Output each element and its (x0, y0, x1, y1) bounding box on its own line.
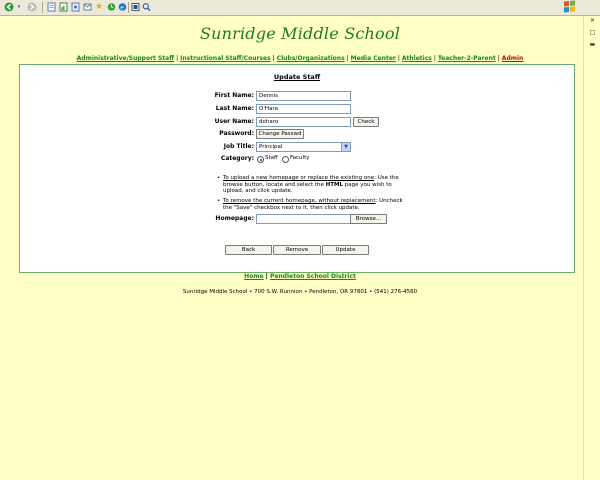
browser-toolbar (0, 0, 600, 16)
dropdown-arrow-icon[interactable]: ▾ (17, 4, 21, 10)
radio-faculty-label: Faculty (290, 155, 310, 161)
homepage-file-input[interactable] (256, 214, 351, 224)
nav-teacher-2-parent[interactable]: Teacher-2-Parent (437, 55, 496, 62)
home-icon[interactable] (47, 2, 56, 12)
nav-instructional-staff[interactable]: Instructional Staff/Courses (180, 55, 271, 62)
favorites-icon[interactable]: ★ (94, 2, 104, 12)
first-name-label: First Name: (214, 92, 254, 99)
nav-separator: | (265, 273, 268, 280)
upload-instruction-text-1: : Use the browse button, locate and select the (223, 175, 399, 188)
home-link[interactable]: Home (244, 273, 264, 280)
toolbar-separator (42, 2, 43, 13)
svg-text:e: e (120, 4, 125, 12)
job-title-value: Principal (259, 144, 283, 150)
update-staff-panel (19, 64, 575, 273)
upload-instruction-text-2: page you wish to upload, and click update. (223, 181, 392, 194)
nav-separator: | (397, 55, 400, 62)
upload-instructions (217, 175, 409, 195)
windows-logo (564, 0, 574, 12)
radio-staff[interactable] (257, 156, 264, 163)
nav-separator: | (433, 55, 436, 62)
nav-separator: | (272, 55, 275, 62)
last-name-field[interactable]: O'Hara (256, 104, 351, 114)
nav-athletics[interactable]: Athletics (401, 55, 432, 62)
remove-button[interactable]: Remove (273, 245, 321, 255)
user-name-field[interactable]: doharo (256, 117, 351, 127)
category-label: Category: (220, 155, 254, 162)
ie-icon[interactable] (118, 2, 127, 12)
category-radio-group (257, 155, 337, 164)
radio-staff-label: Staff (265, 155, 278, 161)
browse-button[interactable]: Browse... (350, 214, 387, 224)
upload-instruction-heading: To upload a new homepage or replace the existing one (223, 175, 375, 181)
toolbar-separator (128, 2, 129, 13)
homepage-label: Homepage: (215, 215, 254, 222)
document-icon[interactable] (59, 2, 68, 12)
remove-instructions (217, 198, 409, 211)
remove-instruction-heading: To remove the current homepage, without replacement (223, 198, 376, 204)
minimize-icon[interactable]: ▬ (589, 41, 596, 48)
job-title-select[interactable] (256, 142, 351, 152)
nav-separator: | (176, 55, 179, 62)
print-icon[interactable] (71, 2, 80, 12)
search-icon[interactable] (142, 2, 151, 12)
bottom-navigation (0, 273, 600, 280)
bullet-icon: • (217, 175, 221, 181)
password-label: Password: (219, 130, 254, 137)
restore-icon[interactable]: □ (589, 29, 596, 36)
district-link[interactable]: Pendleton School District (269, 273, 356, 280)
back-button[interactable]: Back (225, 245, 272, 255)
first-name-field[interactable]: Dennis (256, 91, 351, 101)
remove-instruction-text: : Uncheck the "Save" checkbox next to it, then click update. (223, 198, 403, 211)
nav-clubs[interactable]: Clubs/Organizations (276, 55, 345, 62)
nav-media-center[interactable]: Media Center (350, 55, 396, 62)
site-title: Sunridge Middle School (199, 24, 401, 43)
forward-icon[interactable] (27, 2, 37, 12)
job-title-label: Job Title: (223, 143, 254, 150)
top-navigation (0, 55, 600, 62)
window-edge (583, 16, 600, 480)
footer-address: Sunridge Middle School • 700 S.W. Runnion • Pendleton, OR 97801 • (541) 276-4560 (182, 289, 418, 295)
bullet-icon: • (217, 198, 221, 204)
nav-admin[interactable]: Admin (501, 55, 524, 62)
nav-separator: | (346, 55, 349, 62)
nav-separator: | (497, 55, 500, 62)
upload-instruction-html: HTML (325, 181, 344, 188)
radio-faculty[interactable] (282, 156, 289, 163)
back-icon[interactable] (4, 2, 14, 12)
mail-icon[interactable] (83, 2, 92, 12)
form-title: Update Staff (273, 73, 321, 81)
history-icon[interactable] (107, 2, 116, 12)
nav-admin-support-staff[interactable]: Administrative/Support Staff (76, 55, 175, 62)
change-password-button[interactable]: Change Passwd (256, 129, 304, 139)
media-icon[interactable] (131, 2, 140, 12)
close-icon[interactable]: ✕ (589, 17, 596, 24)
update-button[interactable]: Update (322, 245, 369, 255)
last-name-label: Last Name: (215, 105, 254, 112)
check-username-button[interactable]: Check (353, 117, 379, 127)
user-name-label: User Name: (214, 118, 254, 125)
chevron-down-icon[interactable]: ▼ (341, 143, 350, 151)
